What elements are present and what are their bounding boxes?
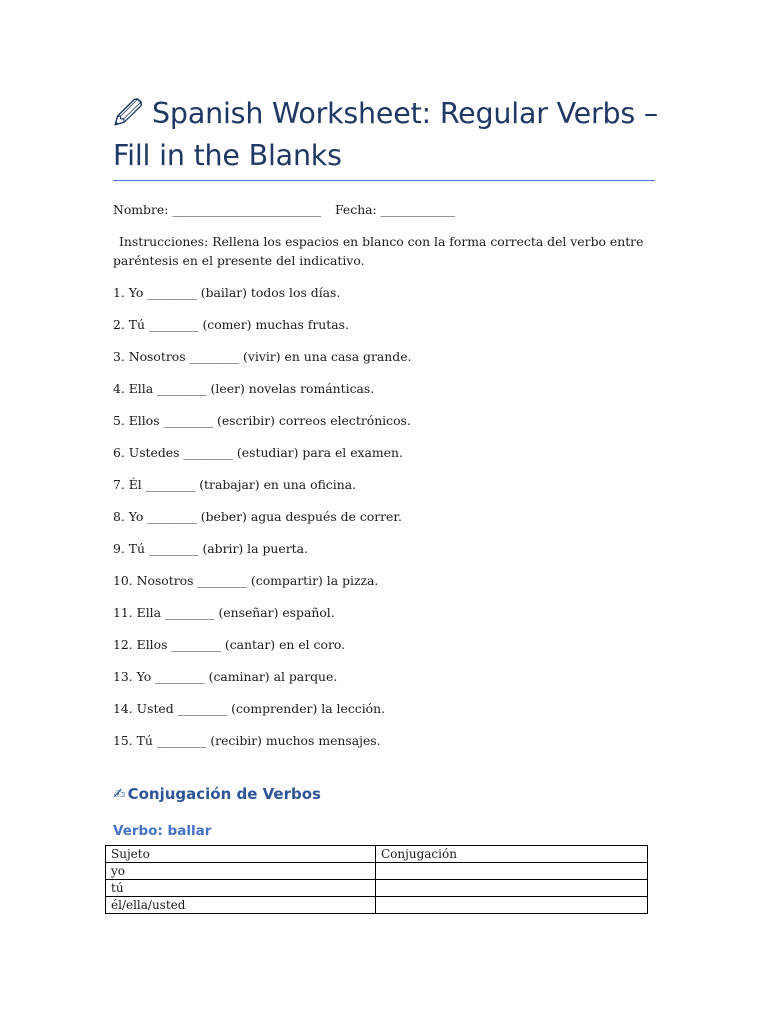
instructions	[113, 233, 658, 270]
question-item: 10. Nosotros ________ (compartir) la pizza.	[113, 573, 379, 588]
name-date-line	[113, 201, 455, 219]
question-item: 13. Yo ________ (caminar) al parque.	[113, 669, 338, 684]
table-row	[106, 863, 648, 880]
question-item: 14. Usted ________ (comprender) la lección.	[113, 701, 386, 716]
date-field-label: Fecha: ____________	[335, 202, 456, 217]
name-field-label: Nombre: ________________________	[113, 202, 322, 217]
table-cell-conjugation	[376, 897, 648, 914]
table-cell-subject: él/ella/usted	[106, 897, 376, 914]
question-item: 4. Ella ________ (leer) novelas románticas.	[113, 381, 375, 396]
table-header-row	[106, 846, 648, 863]
question-item: 8. Yo ________ (beber) agua después de correr.	[113, 509, 402, 524]
question-item: 3. Nosotros ________ (vivir) en una casa grande.	[113, 349, 412, 364]
question-item: 15. Tú ________ (recibir) muchos mensajes.	[113, 733, 381, 748]
question-item: 1. Yo ________ (bailar) todos los días.	[113, 285, 341, 300]
section-heading-text: Conjugación de Verbos	[127, 785, 321, 803]
table-cell-conjugation	[376, 863, 648, 880]
table-row	[106, 880, 648, 897]
question-item: 6. Ustedes ________ (estudiar) para el examen.	[113, 445, 403, 460]
instructions-text: Instrucciones: Rellena los espacios en blanco con la forma correcta del verbo entre paréntesis en el presente del indicativo.	[113, 234, 644, 268]
verb-heading: Verbo: ballar	[113, 823, 212, 839]
section-heading	[113, 785, 321, 803]
writing-hand-icon: ✍	[113, 785, 126, 803]
table-cell-subject: yo	[106, 863, 376, 880]
conjugation-table	[105, 845, 648, 914]
question-item: 5. Ellos ________ (escribir) correos electrónicos.	[113, 413, 411, 428]
table-row	[106, 897, 648, 914]
table-cell-conjugation	[376, 880, 648, 897]
table-header-cell: Sujeto	[106, 846, 376, 863]
question-item: 9. Tú ________ (abrir) la puerta.	[113, 541, 308, 556]
table-cell-subject: tú	[106, 880, 376, 897]
question-item: 7. Él ________ (trabajar) en una oficina.	[113, 477, 357, 492]
title-divider	[113, 180, 655, 181]
page-title: 🖉 Spanish Worksheet: Regular Verbs – Fill in the Blanks	[113, 97, 658, 172]
question-item: 12. Ellos ________ (cantar) en el coro.	[113, 637, 346, 652]
table-header-cell: Conjugación	[376, 846, 648, 863]
question-item: 11. Ella ________ (enseñar) español.	[113, 605, 335, 620]
question-item: 2. Tú ________ (comer) muchas frutas.	[113, 317, 349, 332]
